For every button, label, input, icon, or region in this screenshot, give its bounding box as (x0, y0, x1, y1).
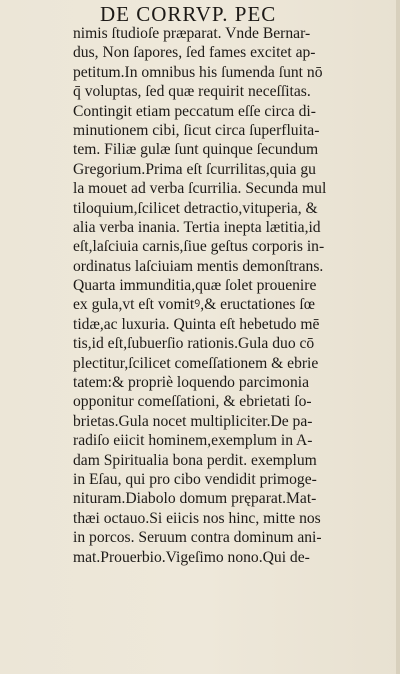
text-line: thæi octauo.Si eiicis nos hinc, mitte nos (73, 509, 321, 527)
text-line: nituram.Diabolo domum pręparat.Mat- (73, 490, 317, 508)
text-line: Gregorium.Prima eſt ſcurrilitas,quia gu (73, 160, 316, 178)
text-line: tis,id eſt,ſubuerſio rationis.Gula duo cō (73, 335, 315, 353)
text-line: nimis ſtudioſe præparat. Vnde Bernar- (73, 25, 311, 42)
text-line: dus, Non ſapores, ſed fames excitet ap- (73, 44, 316, 62)
page-edge (396, 0, 400, 674)
text-line: tem. Filiæ gulæ ſunt quinque ſecundum (73, 141, 319, 159)
text-line: Quarta immunditia,quæ ſolet prouenire (73, 277, 317, 295)
text-line: dam Spiritualia bona perdit. exemplum (73, 451, 317, 469)
text-line: petitum.In omnibus his ſumenda ſunt nō (73, 63, 323, 81)
text-line: mat.Prouerbio.Vigeſimo nono.Qui de- (73, 548, 310, 566)
text-line: tatem:& propriè loquendo parcimonia (73, 374, 310, 392)
text-line: in porcos. Seruum contra dominum ani- (73, 529, 322, 547)
text-line: tiloquium,ſcilicet detractio,vituperia, & (73, 199, 318, 217)
text-line: ordinatus laſciuiam mentis demonſtrans. (73, 257, 324, 275)
text-line: ex gula,vt eſt vomitꝰ,& eructationes ſœ (73, 296, 315, 314)
text-line: alia verba inania. Tertia inepta lætitia,id (73, 218, 321, 236)
running-head: DE CORRVP. PEC (100, 2, 277, 26)
text-line: tidæ,ac luxuria. Quinta eſt hebetudo mē (73, 315, 320, 333)
text-line: brietas.Gula nocet multipliciter.De pa- (73, 412, 313, 430)
text-line: opponitur comeſſationi, & ebrietati ſo- (73, 393, 312, 411)
text-line: plectitur,ſcilicet comeſſationem & ebrie (73, 354, 319, 372)
text-line: radiſo eiicit hominem,exemplum in A- (73, 432, 313, 450)
text-line: la mouet ad verba ſcurrilia. Secunda mul (73, 180, 327, 198)
text-line: eſt,laſciuia carnis,ſiue geſtus corporis in- (73, 238, 325, 256)
text-line: Contingit etiam peccatum eſſe circa di- (73, 102, 316, 120)
text-line: q̄ voluptas, ſed quæ requirit neceſſitas. (73, 83, 311, 101)
text-line: in Eſau, qui pro cibo vendidit primoge- (73, 470, 317, 488)
body-text (73, 24, 391, 567)
text-line: minutionem cibi, ſicut circa ſuperfluita- (73, 121, 320, 139)
